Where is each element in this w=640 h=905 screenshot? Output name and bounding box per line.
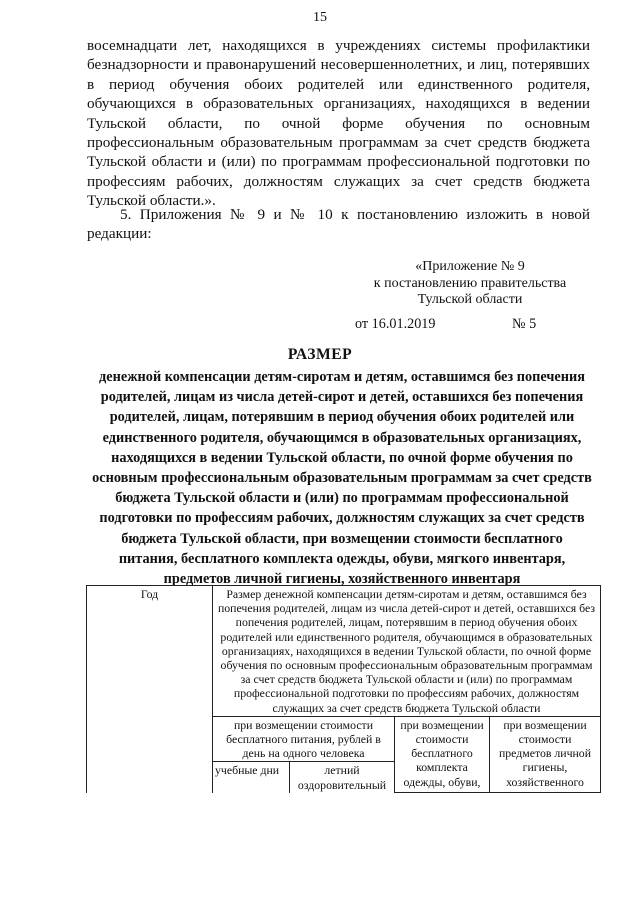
- study-days-header: учебные дни: [213, 762, 290, 793]
- food-subheader: при возмещении стоимости бесплатного питания, рублей в день на одного человека: [213, 716, 395, 762]
- document-subtitle: денежной компенсации детям-сиротам и детям, оставшимся без попечения родителей, лицам из числа детей-сирот и детей, оставшихся без попечения родителей, лицам, потерявшим в период обучения обоих родителей или единственного родителя, обучающимся в образовательных организациях, находящихся в ведении Тульской области, по очной форме обучения по основным профессиональным образовательным программам за счет средств бюджета Тульской области и (или) по программам профессиональной подготовки по профессиям рабочих, должностям служащих за счет средств бюджета Тульской области, при возмещении стоимости бесплатного питания, бесплатного комплекта одежды, обуви, мягкого инвентаря, предметов личной гигиены, хозяйственного инвентаря: [92, 369, 592, 588]
- summer-camp-header: летний оздоровительный: [290, 762, 395, 793]
- appendix-line-3: Тульской области: [417, 292, 523, 307]
- page-number: 15: [313, 10, 327, 25]
- appendix-line-2: к постановлению правительства: [373, 275, 567, 291]
- item-5-paragraph: 5. Приложения № 9 и № 10 к постановлению изложить в новой редакции:: [87, 206, 590, 243]
- compensation-table: [86, 585, 601, 793]
- resolution-date: от 16.01.2019: [355, 316, 436, 332]
- year-column-header: Год: [87, 586, 213, 793]
- hygiene-subheader: при возмещении стоимости предметов личной гигиены, хозяйственного: [490, 716, 601, 793]
- appendix-line-1: «Приложение № 9: [415, 259, 525, 274]
- table-header-row: [87, 586, 601, 717]
- intro-paragraph: восемнадцати лет, находящихся в учреждениях системы профилактики безнадзорности и правонарушений несовершеннолетних, и лиц, потерявших в период обучения обоих родителей или единственного родителя, обучающихся в образовательных организациях, находящихся в ведении Тульской области, по очной форме обучения по основным профессиональным образовательным программам за счет средств бюджета Тульской области и (или) по программам профессиональной подготовки по профессиям рабочих, должностям служащих за счет средств бюджета Тульской области.».: [87, 37, 590, 210]
- clothing-subheader: при возмещении стоимости бесплатного комплекта одежды, обуви,: [395, 716, 490, 793]
- compensation-header: Размер денежной компенсации детям-сиротам и детям, оставшимся без попечения родителей, лицам из числа детей-сирот и детей, оставшихся без попечения родителей, лицам, потерявшим в период обучения обоих родителей или единственного родителя, обучающимся в образовательных организациях, находящихся в ведении Тульской области, по очной форме обучения по основным профессиональным образовательным программам за счет средств бюджета Тульской области и (или) по программам профессиональной подготовки по профессиям рабочих, должностям служащих за счет средств бюджета Тульской области: [213, 586, 601, 717]
- document-title: РАЗМЕР: [287, 346, 353, 363]
- resolution-number: № 5: [512, 316, 537, 332]
- appendix-header: [352, 259, 588, 309]
